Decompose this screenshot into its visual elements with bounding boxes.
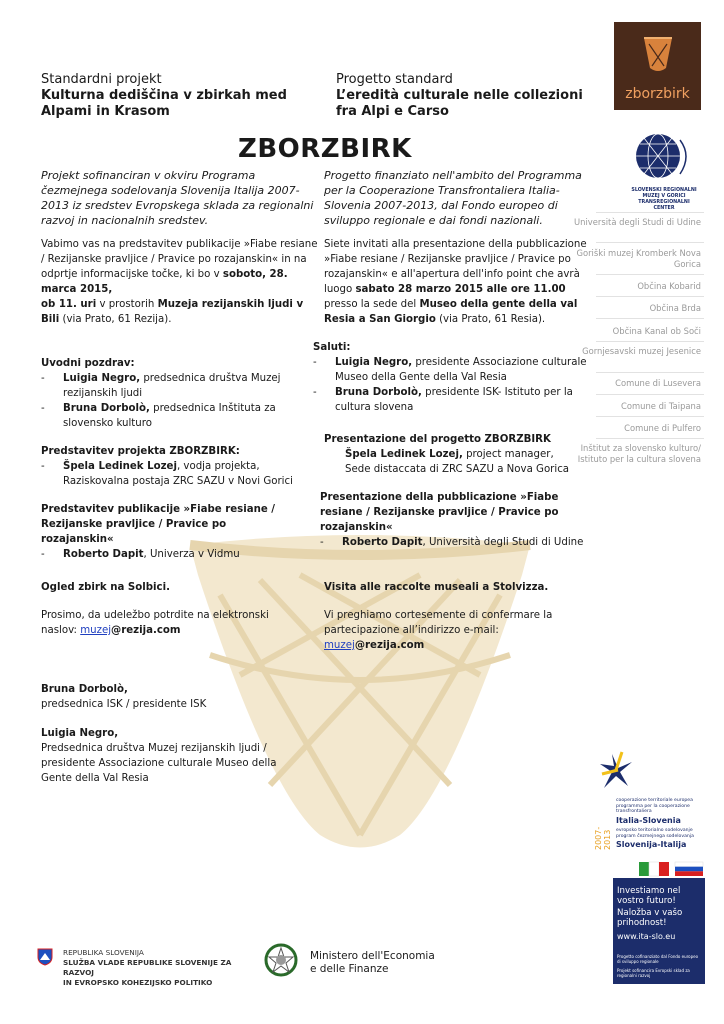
sl-greet-name: Luigia Negro,: [63, 373, 141, 384]
sl-pub-title: Predstavitev publikacije »Fiabe resiane / Rezijanske pravljice / Pravice po rozajanskin«: [41, 504, 275, 545]
zborzbirk-logo: [614, 22, 701, 110]
eu-star-icon: [598, 750, 638, 792]
sl-invite-date: soboto, 28. marca 2015,: [41, 269, 288, 295]
mef-text: [310, 950, 460, 976]
partner-item: Comune di Taipana: [621, 401, 701, 411]
header-it: [336, 72, 596, 120]
partner-divider: [596, 296, 704, 297]
sl-invite-address: (via Prato, 61 Rezija).: [59, 314, 172, 325]
it-invite-text: presso la sede del: [324, 299, 420, 310]
zborzbirk-logo-text: zborzbirk: [625, 86, 690, 102]
sig2-name: Luigia Negro,: [41, 728, 119, 739]
ita-slo-slogan-sl: Naložba v vašo prihodnost!: [617, 908, 683, 928]
slovenia-coat-of-arms-icon: [37, 948, 53, 966]
sl-project: Predstavitev projekta ZBORZBIRK: - Špela Ledinek Lozej, vodja projekta, Raziskovalna postaja ZRC SAZU v Novi Gorici: [41, 446, 293, 487]
ita-slo-fine-it: Progetto cofinanziato dal Fondo europeo di sviluppo regionale: [617, 954, 699, 964]
sl-greet-role: predsednica Inštituta za slovensko kulturo: [63, 403, 276, 429]
sl-pub-name: Roberto Dapit: [63, 549, 144, 560]
it-invite-text: Siete invitati alla presentazione della pubblicazione »Fiabe resiane / Rezijanske pravljice / Pravice po rozajanskin« e all'apertura dell'info point che avrà luogo: [324, 239, 587, 295]
sl-invite-time: ob 11. uri: [41, 299, 97, 310]
sl-email-domain: @rezija.com: [111, 625, 181, 636]
mef-line2: e delle Finanze: [310, 963, 389, 975]
rs-gov-text: [63, 948, 253, 988]
sl-visit-title: Ogled zbirk na Solbici.: [41, 582, 170, 593]
partner-divider: [596, 372, 704, 373]
sl-visit: [41, 580, 291, 638]
header-it-line1: Progetto standard: [336, 72, 453, 87]
header-sl: [41, 72, 311, 120]
partner-divider: [596, 318, 704, 319]
page-title: ZBORZBIRK: [238, 134, 412, 164]
it-proj-org: Sede distaccata di ZRC SAZU a Nova Gorica: [345, 464, 570, 475]
mef-line1: Ministero dell'Economia: [310, 950, 435, 962]
it-project: [324, 432, 589, 477]
partner-divider: [596, 438, 704, 439]
it-greet-name: Luigia Negro,: [335, 357, 413, 368]
it-confirm: [324, 608, 599, 653]
sig1-name: Bruna Dorbolò,: [41, 684, 128, 695]
it-pub-title: Presentazione della pubblicazione »Fiabe resiane / Rezijanske pravljice / Pravice po rozajanskin«: [320, 492, 559, 533]
flags-icon: [613, 860, 705, 878]
partner-item: Comune di Lusevera: [615, 378, 701, 388]
sl-invite-place: Muzeja rezijanskih ljudi v Bili: [41, 299, 304, 325]
it-pub-name: Roberto Dapit: [342, 537, 423, 548]
it-greet-title: Saluti:: [313, 342, 351, 353]
vessel-icon: [640, 34, 676, 74]
it-publication: Presentazione della pubblicazione »Fiabe resiane / Rezijanske pravljice / Pravice po rozajanskin« - Roberto Dapit, Università degli Studi di Udine: [320, 492, 584, 548]
sl-confirm-text: Prosimo, da udeležbo potrdite na elektronski naslov:: [41, 610, 269, 636]
sl-proj-role: , vodja projekta, Raziskovalna postaja ZRC SAZU v Novi Gorici: [63, 461, 293, 487]
partner-item: Občina Kobarid: [637, 281, 701, 291]
it-pub-role: , Università degli Studi di Udine: [422, 537, 584, 548]
sl-invite-text: v prostorih: [96, 299, 158, 310]
it-email-domain: @rezija.com: [354, 640, 425, 651]
sl-proj-title: Predstavitev projekta ZBORZBIRK:: [41, 446, 240, 457]
globe-icon: [630, 128, 698, 184]
sig1-role: predsednica ISK / presidente ISK: [41, 699, 207, 710]
sl-pub-role: , Univerza v Vidmu: [143, 549, 240, 560]
it-greet-name: Bruna Dorbolò,: [335, 387, 422, 398]
partner-item: Gornjesavski muzej Jesenice: [582, 346, 701, 356]
partner-divider: [596, 394, 704, 395]
it-visit-title: Visita alle raccolte museali a Stolvizza.: [324, 582, 549, 593]
signatures: [41, 682, 291, 786]
sl-greet-role: predsednica društva Muzej rezijanskih ljudi: [63, 373, 281, 399]
ita-slo-url[interactable]: www.ita-slo.eu: [617, 932, 676, 941]
sl-publication: Predstavitev publikacije »Fiabe resiane / Rezijanske pravljice / Pravice po rozajanskin« - Roberto Dapit, Univerza v Vidmu: [41, 504, 275, 560]
it-confirm-text: Vi preghiamo cortesemente di confermare la partecipazione all’indirizzo e-mail:: [324, 610, 553, 636]
partner-item: Občina Kanal ob Soči: [612, 326, 701, 336]
sl-invitation: [41, 237, 321, 327]
partner-item: Università degli Studi di Udine: [574, 217, 701, 227]
eu-line2: Italia-Slovenia: [616, 816, 681, 825]
sl-greet-name: Bruna Dorbolò,: [63, 403, 150, 414]
rs-gov-line2: SLUŽBA VLADE REPUBLIKE SLOVENIJE ZA RAZVOJ: [63, 958, 232, 977]
it-proj-title: Presentazione del progetto ZBORZBIRK: [324, 434, 551, 445]
partner-divider: [596, 212, 704, 213]
partner-item: Comune di Pulfero: [624, 423, 701, 433]
sl-confirm: [41, 608, 291, 638]
eu-line1: cooperazione territoriale europea programma per la cooperazione transfrontaliera: [616, 798, 693, 815]
it-intro: Progetto finanziato nell'ambito del Programma per la Cooperazione Transfrontaliera Italia-Slovenia 2007-2013, dal Fondo europeo di sviluppo regionale e dai fondi nazionali.: [324, 169, 582, 227]
rs-gov-line1: REPUBLIKA SLOVENIJA: [63, 948, 144, 957]
it-invitation: [324, 237, 594, 327]
ita-slo-fine-sl: Projekt sofinancira Evropski sklad za regionalni razvoj: [617, 968, 690, 978]
eu-line3: evropsko teritorialno sodelovanje program čezmejnega sodelovanja: [616, 828, 694, 839]
header-sl-line2: Kulturna dediščina v zbirkah med: [41, 88, 287, 103]
sl-greetings: Uvodni pozdrav: - Luigia Negro, predsednica društva Muzej rezijanskih ljudi - Bruna Dorbolò, predsednica Inštituta za slovensko kulturo: [41, 358, 281, 429]
eu-program-logo: [594, 750, 706, 854]
sl-greet-title: Uvodni pozdrav:: [41, 358, 135, 369]
sl-intro: Projekt sofinanciran v okviru Programa čezmejnega sodelovanja Slovenija Italija 2007-2013 iz sredstev Evropskega sklada za regionalni razvoj in nacionalnih sredstev.: [41, 169, 314, 227]
ursus-logo: [630, 128, 698, 211]
partner-divider: [596, 242, 704, 243]
header-it-line3: fra Alpi e Carso: [336, 104, 449, 119]
it-invite-place: Museo della gente della val Resia a San Giorgio: [324, 299, 578, 325]
it-email-link[interactable]: muzej: [324, 640, 355, 651]
it-proj-role: project manager,: [462, 449, 554, 460]
sl-proj-name: Špela Ledinek Lozej: [63, 461, 177, 472]
partner-divider: [596, 341, 704, 342]
ursus-logo-text: SLOVENSKI REGIONALNI MUZEJ V GORICI TRANSREGIONALNI CENTER: [631, 188, 697, 211]
it-proj-name: Špela Ledinek Lozej,: [345, 449, 463, 460]
partner-divider: [596, 416, 704, 417]
it-visit: [324, 580, 599, 653]
sig2-role: Predsednica društva Muzej rezijanskih ljudi / presidente Associazione culturale Museo della Gente della Val Resia: [41, 743, 277, 784]
sl-invite-text: Vabimo vas na predstavitev publikacije »Fiabe resiane / Rezijanske pravljice / Pravice po rozajanskin« in na odprtje informacijske točke, ki bo v: [41, 239, 318, 280]
partner-item: Inštitut za slovensko kulturo/ Istituto per la cultura slovena: [577, 443, 701, 464]
sl-column: [41, 168, 321, 327]
partner-divider: [596, 274, 704, 275]
rs-gov-line3: IN EVROPSKO KOHEZIJSKO POLITIKO: [63, 978, 213, 987]
header-it-line2: L’eredità culturale nelle collezioni: [336, 88, 583, 103]
header-sl-line3: Alpami in Krasom: [41, 104, 170, 119]
it-greetings: Saluti: - Luigia Negro, presidente Associazione culturale Museo della Gente della Val Resia - Bruna Dorbolò, presidente ISK- Istituto per la cultura slovena: [313, 342, 587, 413]
it-invite-address: (via Prato, 61 Resia).: [435, 314, 546, 325]
sl-email-link[interactable]: muzej: [80, 625, 112, 636]
flags-strip: [613, 860, 705, 878]
partner-item: Občina Brda: [649, 303, 701, 313]
ita-slo-slogan-it: Investiamo nel vostro futuro!: [617, 886, 681, 906]
it-greet-role: presidente ISK- Istituto per la cultura slovena: [335, 387, 573, 413]
header-sl-line1: Standardni projekt: [41, 72, 162, 87]
italy-emblem-icon: [262, 940, 300, 980]
partner-item: Goriški muzej Kromberk Nova Gorica: [576, 248, 701, 269]
it-invite-date: sabato 28 marzo 2015 alle ore 11.00: [355, 284, 566, 295]
ita-slo-box: [613, 860, 705, 984]
it-column: [324, 168, 594, 327]
eu-line4: Slovenija-Italija: [616, 840, 687, 849]
it-greet-role: presidente Associazione culturale Museo della Gente della Val Resia: [335, 357, 587, 383]
eu-years: 2007-2013: [594, 826, 612, 850]
